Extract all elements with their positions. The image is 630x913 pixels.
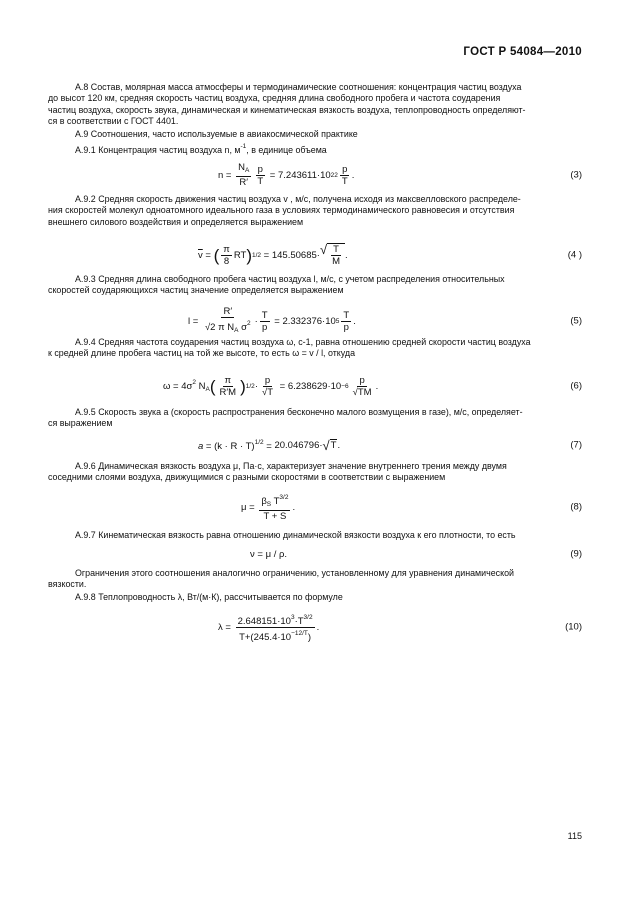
text-fragment: , в единице объема: [246, 145, 327, 155]
page-number: 115: [567, 831, 582, 841]
formula-9: [48, 541, 582, 567]
paragraph-a95: [48, 407, 582, 430]
text-line: А.9.6 Динамическая вязкость воздуха μ, Па·с, характеризует значение внутреннего трения между двумя: [75, 461, 507, 471]
formula-body: l = $\frac{R'}{√2 \pi N_A \sigma^2}$ · $\frac{T}{p}$ = 2.332376·10 5 $\frac{T}{p}$ .: [188, 306, 356, 334]
text-line: [48, 141, 582, 156]
equation-number: (10): [565, 621, 582, 633]
formula-denominator: T+(245.4·10: [239, 631, 292, 643]
equation-number: (9): [570, 548, 582, 560]
formula-3: [48, 160, 582, 190]
formula-body: $a = (k \cdot R \cdot T)^{1/2}$ = 20.046796· √ T .: [198, 437, 341, 453]
formula-body: ν = μ / ρ.: [250, 548, 288, 560]
text-line: А.9.8 Теплопроводность λ, Вт/(м·К), рассчитывается по формуле: [75, 592, 343, 602]
formula-exponent: 5: [335, 317, 340, 325]
text-line: А.9.3 Средняя длина свободного пробега частиц воздуха l, м/с, с учетом распределения относительных: [75, 274, 505, 284]
formula-10: [48, 612, 582, 642]
formula-numerator: 2.648151·10: [237, 615, 291, 627]
formula-4: [48, 240, 582, 270]
formula-body: λ = $\frac{2.648151\cdot 10^3\cdot T^{3/2}}{T+(245.4\cdot 10^{-12/T})}$ .: [218, 613, 320, 643]
formula-constant: 6.238629·10: [287, 380, 342, 392]
equation-number: (3): [570, 169, 582, 181]
paragraph-a94: [48, 337, 582, 360]
formula-5: [48, 306, 582, 336]
text-line: соседними слоями воздуха, движущимися с разными скоростями в соответствии с выражением: [48, 472, 446, 483]
paragraph-a97: [48, 530, 582, 541]
formula-8: [48, 492, 582, 522]
document-header: ГОСТ Р 54084—2010: [463, 46, 582, 58]
formula-exponent: 3: [290, 613, 295, 621]
formula-body: $\overline{v}$ = ( $\frac{\pi}{8}$ RT ) 1/2 = 145.50685· √ $\frac{T}{M}$ .: [198, 242, 348, 267]
equation-number: (5): [570, 315, 582, 327]
formula-exponent: −6: [341, 382, 349, 390]
text-line: скоростей соударяющихся частиц значение определяется выражением: [48, 285, 344, 296]
formula-constant: 20.046796·: [274, 439, 323, 451]
formula-7: [48, 430, 582, 460]
formula-body: n = $\frac{N_A}{R'}$ $\frac{p}{T}$ = 7.243611·10 22 $\frac{p}{T}$ .: [218, 162, 355, 188]
paragraph-a91: [48, 141, 582, 156]
paragraph-a8: [48, 82, 582, 128]
equation-number: (6): [570, 380, 582, 392]
equation-number: (7): [570, 439, 582, 451]
text-line: частиц воздуха, скорость звука, динамическая и кинематическая вязкость воздуха, теплопроводность определяют-: [48, 104, 526, 115]
text-line: А.9.5 Скорость звука a (скорость распространения бесконечно малого возмущения в газе), м/с, определяет-: [75, 407, 523, 417]
paragraph-a9: [48, 129, 582, 140]
text-line: ния скоростей молекул одноатомного идеального газа в условиях термодинамического равновесия и отсутствия: [48, 205, 515, 216]
text-fragment: А.9.1 Концентрация частиц воздуха n, м: [75, 145, 241, 155]
formula-constant: 7.243611·10: [277, 169, 331, 181]
equation-number: (4 ): [567, 249, 582, 261]
paragraph-a93: [48, 274, 582, 297]
text-line: до высот 120 км, средняя скорость частиц воздуха, средняя длина свободного пробега и частота соударения: [48, 93, 501, 104]
text-line: ся выражением: [48, 418, 113, 429]
formula-constant: 2.332376·10: [282, 315, 336, 327]
formula-exponent: −12/T: [291, 629, 308, 637]
formula-body: $\omega = 4\sigma^2$ $N_A$ ( $\frac{\pi}{R'M}$ ) 1/2 · $\frac{p}{√T}$ = 6.238629·10 −6 $\frac{p}{√TM}$ .: [163, 374, 379, 398]
superscript: -1: [240, 143, 247, 150]
equation-number: (8): [570, 501, 582, 513]
text-line: к средней длине пробега частиц на той же высоте, то есть ω = v / l, откуда: [48, 348, 356, 359]
formula-body: μ = $\frac{\beta_S T^{3/2}}{T + S}$ .: [241, 494, 296, 522]
paragraph-a92: [48, 194, 582, 228]
text-line: А.9 Соотношения, часто используемые в авиакосмической практике: [75, 129, 358, 139]
text-line: А.9.2 Средняя скорость движения частиц воздуха v , м/с, получена исходя из максвелловского распределе-: [75, 194, 521, 204]
formula-constant: 145.50685·: [271, 249, 320, 261]
text-line: вязкости.: [48, 579, 87, 590]
text-line: А.9.7 Кинематическая вязкость равна отношению динамической вязкости воздуха к его плотности, то есть: [75, 530, 516, 540]
paragraph-a96: [48, 461, 582, 484]
paragraph-limitation: [48, 568, 582, 591]
text-line: А.9.4 Средняя частота соударения частиц воздуха ω, с-1, равна отношению средней скорости частиц воздуха: [75, 337, 531, 347]
formula-exponent: 22: [330, 171, 338, 179]
text-line: Ограничения этого соотношения аналогично ограничению, установленному для уравнения динамической: [75, 568, 514, 578]
paragraph-a98: [48, 592, 582, 603]
text-line: ся в соответствии с ГОСТ 4401.: [48, 116, 179, 127]
text-line: внешнего силового воздействия и определяется выражением: [48, 216, 304, 227]
text-line: А.8 Состав, молярная масса атмосферы и термодинамические соотношения: концентрация частиц воздуха: [75, 82, 522, 92]
formula-6: [48, 371, 582, 401]
